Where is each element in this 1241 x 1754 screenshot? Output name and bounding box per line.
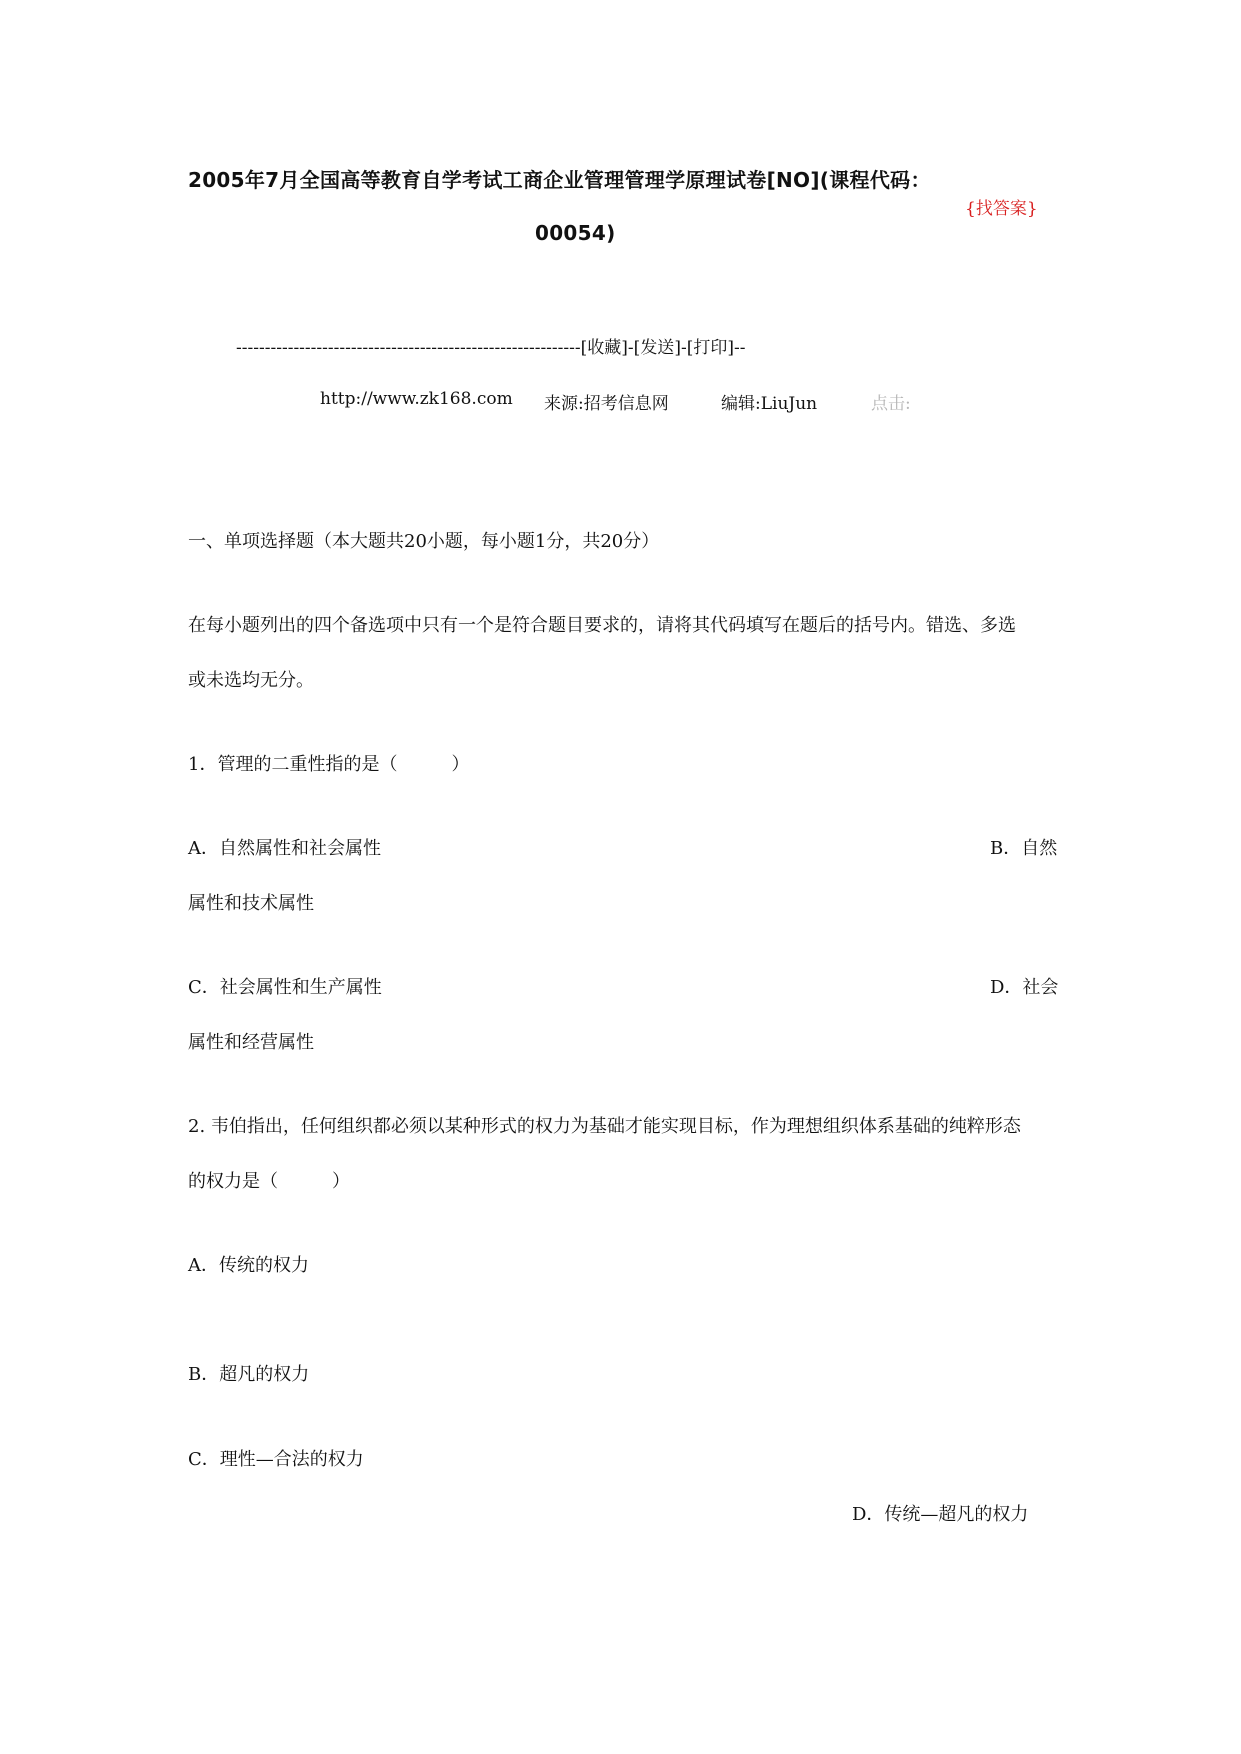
action-toolbar [236,333,745,358]
instruction-line-1: 在每小题列出的四个备选项中只有一个是符合题目要求的，请将其代码填写在题后的括号内。错选、多选 [188,615,1016,636]
toolbar-tail: ]-- [727,338,746,358]
source-label: 来源:招考信息网 [544,394,669,414]
question-2-stem-line-2: 的权力是（ ） [188,1171,350,1192]
page-title-line2: 00054) [535,221,616,245]
question-1-stem: 1．管理的二重性指的是（ ） [188,754,470,775]
question-2-option-a: A．传统的权力 [188,1255,309,1276]
question-1-option-b-cont: 属性和技术属性 [188,893,314,914]
instruction-line-2: 或未选均无分。 [188,670,314,691]
section-heading: 一、单项选择题（本大题共20小题，每小题1分，共20分） [188,531,660,552]
find-answer-link[interactable]: {找答案} [965,199,1038,219]
toolbar-separator: ]-[ [674,338,694,358]
print-link[interactable]: 打印 [693,338,728,358]
question-2-stem-line-1: 2. 韦伯指出，任何组织都必须以某种形式的权力为基础才能实现目标，作为理想组织体系基础的纯粹形态 [188,1116,1021,1137]
page-title-line1: 2005年7月全国高等教育自学考试工商企业管理管理学原理试卷[NO](课程代码： [188,168,931,192]
question-1-option-b: B．自然 [990,838,1058,859]
click-count-label: 点击: [871,394,911,414]
question-1-option-a: A．自然属性和社会属性 [188,838,381,859]
toolbar-dashes: ------------------------------------------------------------ [236,338,581,358]
question-1-option-c: C．社会属性和生产属性 [188,977,382,998]
question-1-option-d: D．社会 [990,977,1059,998]
send-link[interactable]: 发送 [640,338,675,358]
site-url: http://www.zk168.com [320,389,513,409]
question-1-option-d-cont: 属性和经营属性 [188,1032,314,1053]
favorite-link[interactable]: 收藏 [587,338,622,358]
question-2-option-d: D．传统—超凡的权力 [852,1504,1029,1525]
toolbar-separator: ]-[ [621,338,641,358]
toolbar-bracket-open: [ [580,338,588,358]
question-2-option-b: B．超凡的权力 [188,1364,310,1385]
question-2-option-c: C．理性—合法的权力 [188,1449,364,1470]
editor-label: 编辑:LiuJun [721,394,818,414]
